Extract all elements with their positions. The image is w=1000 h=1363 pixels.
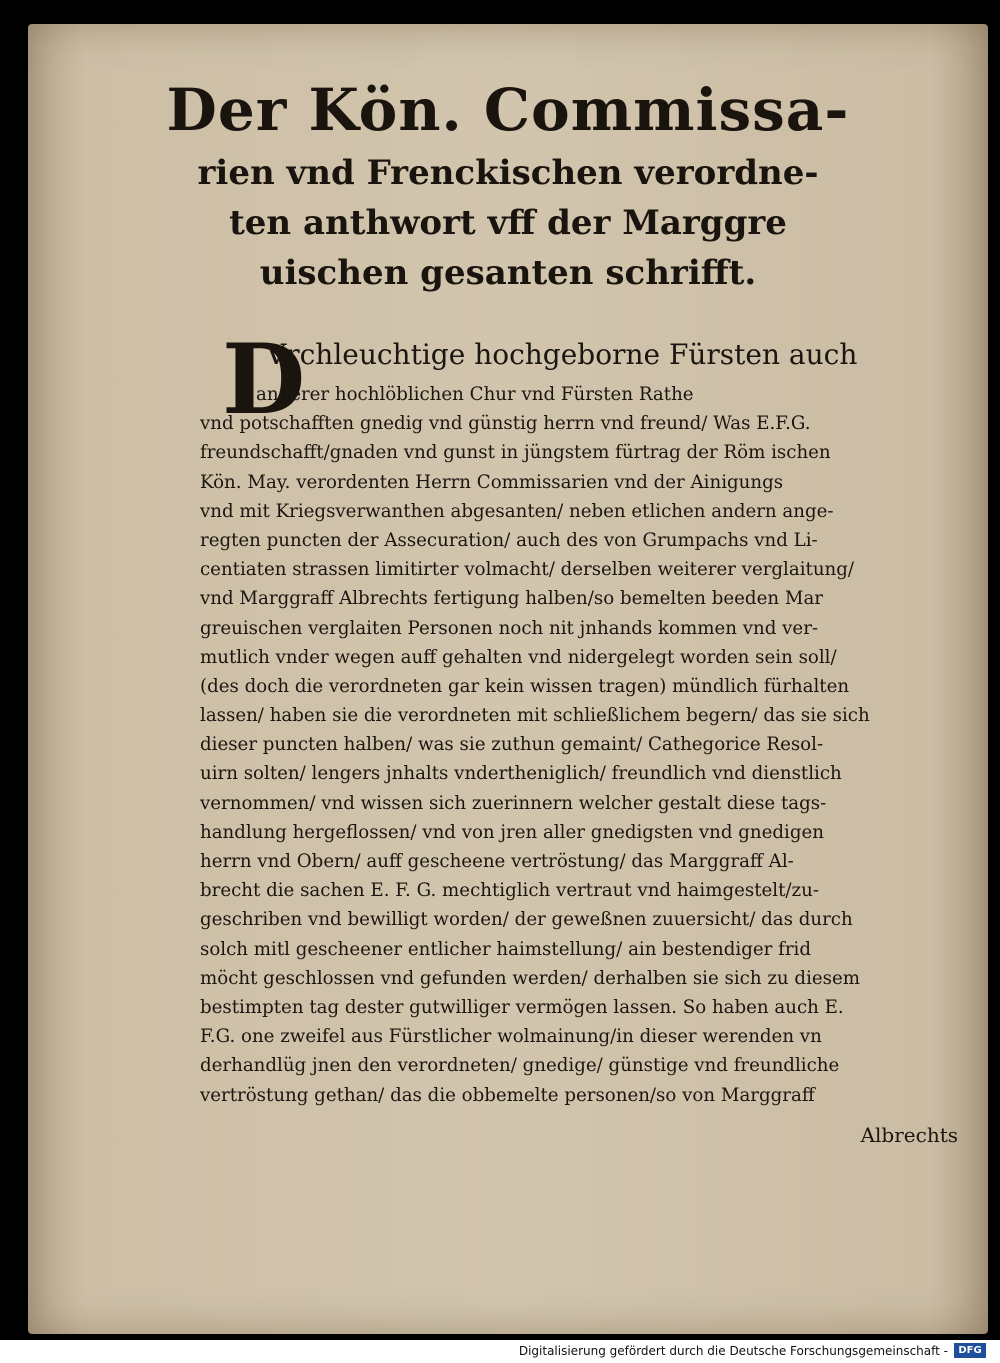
text-line: solch mitl gescheener entlicher haimstellung/ ain bestendiger frid	[200, 938, 811, 960]
text-line: handlung hergeflossen/ vnd von jren aller gnedigsten vnd gnedigen	[200, 821, 824, 843]
text-line: F.G. one zweifel aus Fürstlicher wolmainung/in dieser werenden vn	[200, 1026, 822, 1048]
funding-credit: Digitalisierung gefördert durch die Deutsche Forschungsgemeinschaft -	[518, 1344, 948, 1358]
text-line: vnd potschafften gnedig vnd günstig herrn vnd freund/ Was E.F.G.	[200, 413, 811, 435]
text-line: dieser puncten halben/ was sie zuthun gemaint/ Cathegorice Resol-	[200, 734, 824, 756]
title-line: ten anthwort vff der Marggre	[229, 203, 787, 243]
text-line: Vrchleuchtige hochgeborne Fürsten auch	[266, 338, 858, 371]
text-line: möcht geschlossen vnd gefunden werden/ derhalben sie sich zu diesem	[200, 967, 860, 989]
drop-initial: D	[222, 323, 306, 436]
title-line: rien vnd Frenckischen verordne-	[197, 153, 819, 193]
title-line: uischen gesanten schrifft.	[259, 253, 757, 293]
text-line: mutlich vnder wegen auff gehalten vnd nidergelegt worden sein soll/	[200, 646, 837, 668]
text-line: uirn solten/ lengers jnhalts vndertheniglich/ freundlich vnd dienstlich	[200, 763, 842, 785]
title-line: Der Kön. Commissa-	[166, 76, 850, 144]
body-text	[200, 323, 940, 1110]
catchword: Albrechts	[860, 1123, 958, 1147]
text-line: lassen/ haben sie die verordneten mit schließlichem begern/ das sie sich	[200, 705, 870, 727]
text-line: greuischen verglaiten Personen noch nit jnhands kommen vnd ver-	[200, 617, 819, 639]
text-line: herrn vnd Obern/ auff gescheene vertröstung/ das Marggraff Al-	[200, 851, 794, 872]
text-line: bestimpten tag dester gutwilliger vermögen lassen. So haben auch E.	[200, 996, 844, 1018]
text-line: brecht die sachen E. F. G. mechtiglich vertraut vnd haimgestelt/zu-	[200, 880, 819, 902]
dfg-logo: DFG	[954, 1343, 986, 1358]
text-line: vnd Marggraff Albrechts fertigung halben/so bemelten beeden Mar	[200, 588, 823, 610]
text-line: centiaten strassen limitirter volmacht/ derselben weiterer verglaitung/	[200, 559, 855, 581]
text-line: geschriben vnd bewilligt worden/ der geweßnen zuuersicht/ das durch	[200, 909, 853, 931]
text-line: anderer hochlöblichen Chur vnd Fürsten Rathe	[256, 384, 694, 405]
text-line: vertröstung gethan/ das die obbemelte personen/so von Marggraff	[200, 1084, 815, 1106]
text-line: freundschafft/gnaden vnd gunst in jüngstem fürtrag der Röm ischen	[200, 442, 831, 464]
text-line: regten puncten der Assecuration/ auch des von Grumpachs vnd Li-	[200, 529, 818, 551]
footer-bar	[0, 1340, 1000, 1363]
text-line: vernommen/ vnd wissen sich zuerinnern welcher gestalt diese tags-	[200, 792, 827, 814]
text-line: derhandlüg jnen den verordneten/ gnedige/ günstige vnd freundliche	[200, 1055, 840, 1077]
text-line: Kön. May. verordenten Herrn Commissarien vnd der Ainigungs	[200, 471, 784, 493]
page-title	[98, 72, 918, 298]
text-line: vnd mit Kriegsverwanthen abgesanten/ neben etlichen andern ange-	[200, 500, 834, 522]
text-line: (des doch die verordneten gar kein wissen tragen) mündlich fürhalten	[200, 675, 850, 697]
